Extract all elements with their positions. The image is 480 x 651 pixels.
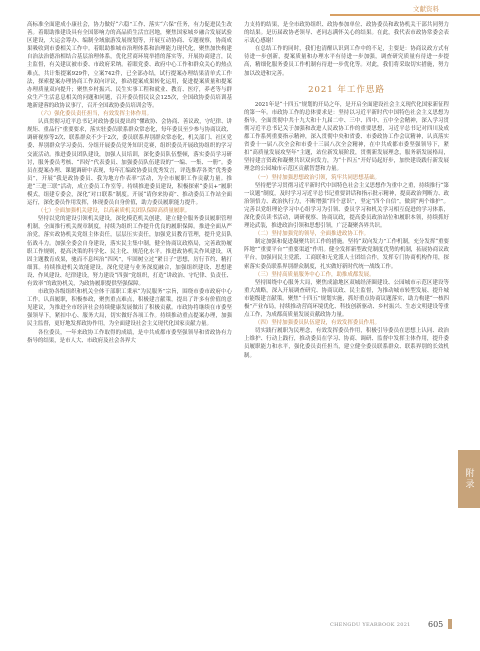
paragraph: 切实践行履职为民理念，有效发挥委员作用，积极引导委员在思想上认同、政治上维护、行动上践行，推动委员在学习、协商、调研、监督中发挥主体作用，提升委员履职能力和水平，强化委员责任担当，建立健全委员联系群众、联系界别的长效机制。 xyxy=(244,328,449,359)
paragraph: 市政协各级组织和机关全体干部职工秉承“为民服务”宗旨，围绕市委市政府中心工作，认真履职，积极参政，聚焦重点难点，积极建言献策，提出了许多有价值的意见建议，为推进全市经济社会持续健康发展做出了积极贡献。市政协将继续在市委坚强领导下，紧扣中心、服务大局，切实做好各项工作。持续推动重点提案办理，加强民主监督，更好地发挥政协作用，为全面建设社会主义现代化国家贡献力量。 xyxy=(27,289,232,328)
paragraph: 认真贯彻习近平总书记对政协委员提出的“懂政协、会协商、善议政，守纪律、讲规矩、重品行”重要要求，落实驻委员联系群众常态化，每年委员至少参与协商议政、调研视察等2次、联系群众不少于2次，委员联系界别群众常态化，机关部门、社区党委、界别群众学习委员、分组开展委员党务知识竞赛，组织委员开展政协组织的学习交流活动。推进委员团队建设，加强人员培训，深化委员队伍整顿，落实委员学习研讨，服务委员考核、“四好”代表委员、加强委员队伍建设的“一编、一集、一册”。委员在提案办理、课题调研中表现，每年汇编政协委员优秀发言，评选推荐各类“优秀委员”，开展“我是政协委员、我为地方作表率”活动，为全市履职工作贡献力量。推进“三进三联”活动，成立委员工作室等。持续推进委员建设，积极探索“委员+”履职模式，组建专委会，深化“对口联系”制度。开展“请你来协商”、推动委员工作站全面运行，深化委员作用发挥，体现委员自身价值，助力委员履职能力提升。 xyxy=(27,119,232,207)
paragraph: 在总结工作的同时，我们也清醒认识到工作中的不足，主要是：协商议政方式有待进一步创新，提案质量和办理水平有待进一步加强，调查研究质量有待进一步提高，精细化服务委员工作机制有待进一步优化等。对此，我们将采取切实措施，努力加以改进和完善。 xyxy=(244,46,449,77)
paragraph: 坚持围绕中心服务大局，聚焦成渝地区双城经济圈建设、公园城市示范区建设等重大战略，深入开展调查研究、协商议政、民主监督，为推动城市转型发展、提升城市能级建言献策。聚焦“十四五”规划实施，抓好重点协商议题落实，助力构建“一核四极”产业布局，持续推动营商环境优化、科技创新驱动、乡村振兴、生态文明建设等重点工作，为成都高质量发展贡献政协力量。 xyxy=(244,279,449,319)
yearbook-label: CHENGDU YEARBOOK 2021 xyxy=(330,622,411,628)
page-number: 605 xyxy=(428,620,444,629)
paragraph: 坚持把学习贯彻习近平新时代中国特色社会主义思想作为重中之重，持续推行“第一议题”制度，及时学习习近平总书记重要讲话和指示批示精神，提高政治判断力、政治领悟力、政治执行力，不断增强“四个意识”，坚定“四个自信”，做到“两个维护”。完善以党组理论学习中心组学习为引领、委员学习和机关学习相互促进的学习体系，深化委员读书活动，调研视察、协商议政，提高委员政治站位和履职本领，持续抓好理论武装，推进政治引领和思想引领，广泛凝聚各界共识。 xyxy=(244,182,449,230)
paragraph: 力支持的结果，是全市政协组织、政协参加单位、政协委员和政协机关干部共同努力的结果。是历届政协老领导、老同志满怀关心的结果。在此，我代表市政协常委会表示衷心感谢！ xyxy=(244,22,449,45)
footer-bar xyxy=(448,619,452,629)
section-title: 2021 年工作思路 xyxy=(308,84,385,95)
subheading: （六）强化委员责任担当，有效发挥主体作用。 xyxy=(37,111,153,118)
header-rule xyxy=(330,14,480,16)
appendix-side-tab: 附录 xyxy=(458,450,480,508)
subheading: （三）坚持高质量服务中心工作，助推成都发展。 xyxy=(254,271,375,278)
subheading: （一）坚持加强思想政治引领，筑牢共同思想基础。 xyxy=(254,174,380,181)
page-header xyxy=(0,0,480,19)
paragraph: 2021年是“十四五”规划的开局之年，是开启全面建设社会主义现代化国家新征程的第一年。市政协工作的总体要求是：坚持以习近平新时代中国特色社会主义思想为指导，全面贯彻中共十九大和十九届二中、三中、四中、五中全会精神，深入学习贯彻习近平总书记关于加强和改进人民政协工作的重要思想，习近平总书记对四川及成都工作系列重要指示精神，深入贯彻中央和省委、市委政协工作会议精神，认真落实省委十一届八次全会和市委十三届八次全会精神，在中共成都市委坚强领导下，紧扣“高质量发展攻坚年”主题，站位新发展阶段，贯彻新发展理念，服务新发展格局，坚持建言资政和凝聚共识双向发力，为“十四五”开好局起好步，加快建设践行新发展理念的公园城市示范区贡献智慧和力量。 xyxy=(244,101,449,173)
paragraph: 坚持以党的建设引领机关建设，深化模范机关创建，建立健全服务委员履职管理机制，全面推行机关规章制度，持续为组织工作提升优良的履职保障。推进全面从严治党，落实政协机关党组主体责任，层层压实责任，加强党员教育管理，提升党员队伍战斗力。加强全委会自身建设，落实民主集中制，健全协商议政格局，完善政协履职工作规则，提高决策的科学化、民主化、规范化水平。推进政协机关作风建设，巩固主题教育成果，驰而不息纠治“四风”，牢固树立过“紧日子”思想，厉行节约、精打细算。持续推进机关效能建设，深化党建与业务深度融合，加强组织建设、思想建设、作风建设、纪律建设，努力建设“四强”党组织，打造“讲政治、守纪律、负责任、有效率”的政协机关，为政协履职提供坚强保障。 xyxy=(27,216,232,287)
paragraph: 制定加强和促进凝聚共识工作的措施。坚持“双向发力”工作机制，充分发挥“重要阵地”“重要平台”“重要渠道”作用。健全发挥新型政党制度优势的机制，拓展协商议政平台，加强同民主党派、工商联和无党派人士团结合作，发挥专门协商机构作用，探索落实委员联系界别群众制度，扎实做好新时代统一战线工作。 xyxy=(244,239,449,270)
subheading: （四）坚持加强委员队伍建设，有效发挥委员作用。 xyxy=(254,320,380,327)
section-label: 文献资料 xyxy=(410,4,442,13)
subheading: （二）坚持加强党的领导，全面推进政协工作。 xyxy=(254,231,370,238)
page-footer xyxy=(330,620,444,629)
left-column xyxy=(27,21,232,345)
subheading: （七）全面加强机关建设，以高素质机关团队保障高质量履职。 xyxy=(37,208,191,215)
right-column xyxy=(244,21,449,360)
paragraph: 高标准全面建成小康社会，协力做好“六稳”工作、落实“六保”任务，有力促进民生改善。着眼助推建设具有全国影响力的高品质生活宜居地，聚焦国家城乡融合发展试验区建设，大运会筹办、编制全域旅游发展规划等，开展互动协商、专题视察，协商成果吸收到市委相关工作中。着眼助推城市治理体系和治理能力现代化，聚焦加快构建自治法治德治相结合基层治理体系，优化营商环境举措的落实等，开展协商建言，民主监督，有关建议被市委、市政府采纳。着眼党委、政府中心工作和群众关心的热点难点，共计集提案929件，立案742件，已全部办结，试行提案办理结果清单式工作法，探索提案办理协商工作双向评议，推动提案成果转化运用，促进提案质量和提案办理质量双向提升；聚焦乡村振兴、民生实事工程和就业、教育、医疗，养老等与群众生产生活息息相关的问题和问题，召开委员督民议会125次，全国政协委员培训基地新建蓉的政协议事厅，召开全国政协委员培训会等。 xyxy=(27,22,232,109)
paragraph: 各位委员，一年来政协工作取得的成绩，是中共成都市委坚强领导和省政协有力指导的结果，是市人大、市政府及社会各界大 xyxy=(27,329,232,344)
